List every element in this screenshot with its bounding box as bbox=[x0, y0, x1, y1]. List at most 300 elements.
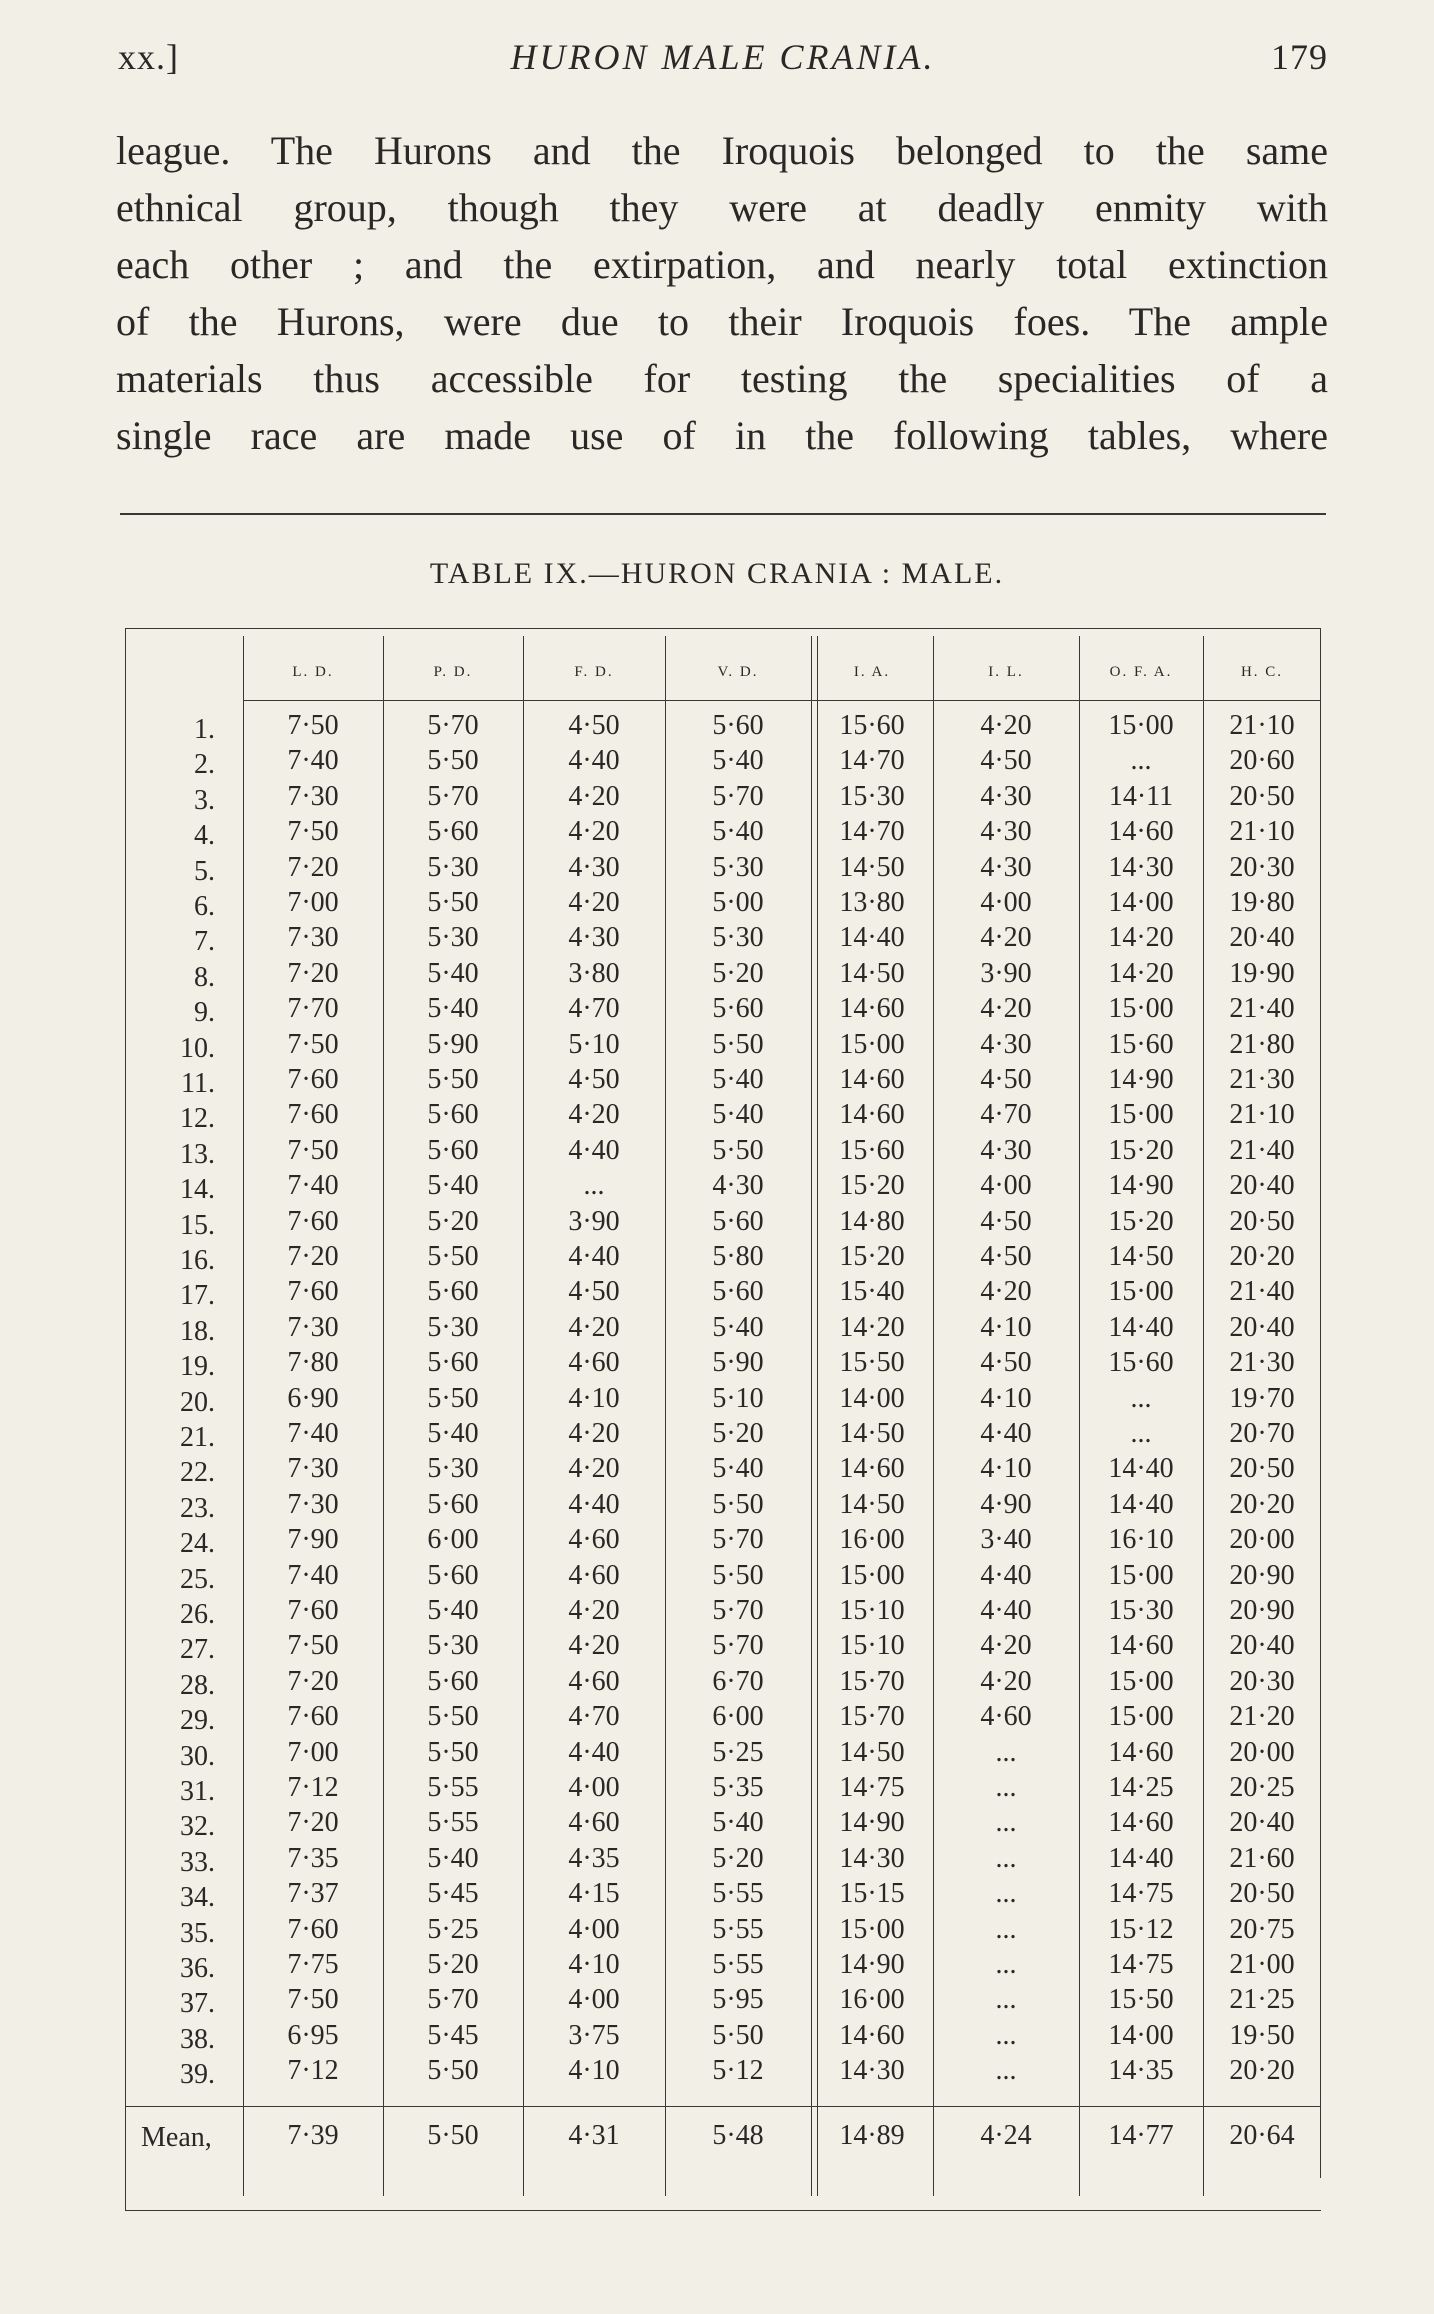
row-label: 31. bbox=[180, 1776, 215, 1807]
table-cell: 7·50 bbox=[287, 1984, 339, 2016]
section-divider bbox=[120, 513, 1326, 515]
column-header: P. D. bbox=[433, 664, 473, 680]
row-label: 32. bbox=[180, 1811, 215, 1843]
chapter-marker: xx.] bbox=[118, 37, 179, 77]
table-cell: 4·30 bbox=[980, 816, 1032, 848]
table-cell: 20·50 bbox=[1229, 1878, 1295, 1910]
table-cell: 5·20 bbox=[712, 1418, 764, 1449]
row-label: 3. bbox=[194, 784, 215, 816]
row-label: 38. bbox=[180, 2023, 215, 2055]
table-cell: 15·12 bbox=[1108, 1913, 1174, 1945]
table-cell: 4·70 bbox=[980, 1099, 1032, 1131]
column-header: H. C. bbox=[1240, 664, 1284, 680]
mean-value: 14·77 bbox=[1108, 2120, 1174, 2151]
table-cell: 4·30 bbox=[980, 851, 1032, 883]
table-cell: 21·40 bbox=[1229, 1134, 1295, 1166]
table-cell: 20·60 bbox=[1229, 745, 1295, 777]
prose-line: each other ; and the extirpation, and nearly total extinction bbox=[116, 242, 1328, 287]
running-header bbox=[118, 36, 1328, 92]
table-cell: ... bbox=[995, 2055, 1017, 2087]
table-cell: 20·40 bbox=[1229, 1170, 1295, 1202]
table-cell: 16·00 bbox=[839, 1984, 905, 2016]
table-cell: 4·30 bbox=[980, 1028, 1032, 1060]
table-cell: 5·30 bbox=[427, 1453, 479, 1485]
table-cell: 5·50 bbox=[427, 1701, 479, 1733]
table-cell: 4·50 bbox=[568, 1064, 620, 1095]
row-label: 6. bbox=[194, 891, 215, 922]
row-label: 11. bbox=[181, 1068, 215, 1099]
page-number: 179 bbox=[1271, 37, 1328, 77]
table-cell: 4·20 bbox=[980, 1276, 1032, 1308]
table-cell: 20·50 bbox=[1229, 1453, 1295, 1485]
table-cell: 7·30 bbox=[287, 922, 339, 954]
table-cell: 14·60 bbox=[839, 993, 905, 1025]
table-cell: 7·60 bbox=[287, 1701, 339, 1733]
table-cell: 4·00 bbox=[980, 1170, 1032, 1202]
table-cell: 20·70 bbox=[1229, 1418, 1295, 1449]
row-label: 5. bbox=[194, 855, 215, 887]
table-cell: 5·55 bbox=[712, 1913, 764, 1945]
row-label: 16. bbox=[180, 1245, 215, 1276]
table-cell: 3·90 bbox=[568, 1205, 620, 1237]
table-cell: 7·75 bbox=[287, 1949, 339, 1980]
mean-value: 4·24 bbox=[980, 2120, 1032, 2151]
table-cell: 5·50 bbox=[712, 2019, 764, 2051]
mean-value: 14·89 bbox=[839, 2120, 905, 2151]
table-cell: 7·30 bbox=[287, 1453, 339, 1485]
table-cell: 21·40 bbox=[1229, 1276, 1295, 1308]
table-cell: 4·30 bbox=[980, 780, 1032, 812]
table-cell: 20·50 bbox=[1229, 780, 1295, 812]
table-cell: 4·40 bbox=[980, 1418, 1032, 1449]
table-cell: 14·11 bbox=[1108, 780, 1174, 812]
table-cell: 20·40 bbox=[1229, 922, 1295, 954]
table-cell: 7·35 bbox=[287, 1842, 339, 1874]
table-cell: 14·40 bbox=[1108, 1842, 1174, 1874]
row-label: 37. bbox=[180, 1988, 215, 2020]
table-cell: 5·40 bbox=[712, 816, 764, 848]
table-cell: 7·50 bbox=[287, 710, 339, 741]
table-cell: 5·80 bbox=[712, 1241, 764, 1272]
table-cell: 14·75 bbox=[1108, 1878, 1174, 1910]
table-cell: ... bbox=[1130, 745, 1152, 777]
table-cell: 5·50 bbox=[427, 1064, 479, 1095]
table-cell: 14·75 bbox=[1108, 1949, 1174, 1980]
prose-line: league. The Hurons and the Iroquois belonged to the same bbox=[116, 128, 1328, 173]
table-cell: 4·10 bbox=[980, 1382, 1032, 1414]
table-cell: 5·10 bbox=[568, 1028, 620, 1060]
table-cell: 5·70 bbox=[712, 780, 764, 812]
table-cell: 15·15 bbox=[839, 1878, 905, 1910]
table-bottom-rule bbox=[125, 2210, 1321, 2211]
table-cell: 5·40 bbox=[712, 1453, 764, 1485]
table-caption: TABLE IX.—HURON CRANIA : MALE. bbox=[429, 557, 1005, 590]
running-title: HURON MALE CRANIA. bbox=[510, 37, 936, 77]
table-cell: 7·40 bbox=[287, 1170, 339, 1202]
table-cell: 14·35 bbox=[1108, 2055, 1174, 2087]
prose-line: of the Hurons, were due to their Iroquois foes. The ample bbox=[116, 299, 1328, 344]
table-cell: 7·40 bbox=[287, 745, 339, 777]
table-top-rule bbox=[125, 628, 1321, 629]
table-cell: 5·40 bbox=[427, 993, 479, 1025]
table-cell: 4·40 bbox=[980, 1595, 1032, 1626]
table-cell: 21·10 bbox=[1229, 1099, 1295, 1131]
table-cell: 19·70 bbox=[1229, 1382, 1295, 1414]
table-cell: 4·70 bbox=[568, 993, 620, 1025]
table-cell: 4·00 bbox=[568, 1984, 620, 2016]
table-cell: 4·15 bbox=[568, 1878, 620, 1910]
table-cell: 7·20 bbox=[287, 1665, 339, 1697]
table-cell: 5·40 bbox=[427, 1842, 479, 1874]
table-cell: 5·12 bbox=[712, 2055, 764, 2087]
column-header: V. D. bbox=[717, 664, 759, 680]
table-cell: ... bbox=[995, 1736, 1017, 1768]
row-label: 29. bbox=[180, 1705, 215, 1737]
table-cell: 5·40 bbox=[712, 745, 764, 777]
row-label: 36. bbox=[180, 1953, 215, 1984]
table-cell: 14·20 bbox=[839, 1311, 905, 1343]
row-label: 20. bbox=[180, 1386, 215, 1418]
table-cell: 4·40 bbox=[568, 1736, 620, 1768]
table-cell: 21·30 bbox=[1229, 1347, 1295, 1379]
table-cell: 5·40 bbox=[712, 1311, 764, 1343]
table-cell: 20·40 bbox=[1229, 1807, 1295, 1839]
table-cell: 7·12 bbox=[287, 2055, 339, 2087]
table-cell: 7·30 bbox=[287, 1488, 339, 1520]
table-cell: 14·00 bbox=[1108, 2019, 1174, 2051]
table-cell: 14·50 bbox=[839, 1418, 905, 1449]
table-cell: 20·40 bbox=[1229, 1311, 1295, 1343]
table-cell: 3·90 bbox=[980, 957, 1032, 989]
table-cell: 4·60 bbox=[568, 1665, 620, 1697]
table-cell: 7·60 bbox=[287, 1205, 339, 1237]
table-cell: 19·50 bbox=[1229, 2019, 1295, 2051]
table-cell: 15·10 bbox=[839, 1630, 905, 1662]
mean-value: 7·39 bbox=[287, 2120, 339, 2151]
table-cell: 7·50 bbox=[287, 1134, 339, 1166]
table-cell: 14·60 bbox=[839, 1453, 905, 1485]
table-cell: 13·80 bbox=[839, 887, 905, 918]
table-cell: 15·40 bbox=[839, 1276, 905, 1308]
table-cell: 14·60 bbox=[839, 1099, 905, 1131]
table-cell: 14·50 bbox=[839, 1488, 905, 1520]
table-cell: 15·20 bbox=[1108, 1134, 1174, 1166]
row-label: 15. bbox=[180, 1209, 215, 1241]
table-cell: 15·00 bbox=[1108, 1701, 1174, 1733]
table-cell: 5·20 bbox=[712, 957, 764, 989]
table-cell: 4·20 bbox=[980, 993, 1032, 1025]
table-cell: 20·30 bbox=[1229, 1665, 1295, 1697]
table-cell: 7·80 bbox=[287, 1347, 339, 1379]
table-cell: 5·60 bbox=[427, 1134, 479, 1166]
table-cell: 14·50 bbox=[1108, 1241, 1174, 1272]
table-cell: 4·20 bbox=[568, 780, 620, 812]
table-cell: 5·40 bbox=[712, 1807, 764, 1839]
table-cell: 4·20 bbox=[568, 1099, 620, 1131]
table-cell: 4·30 bbox=[568, 922, 620, 954]
table-cell: 4·20 bbox=[568, 816, 620, 848]
table-cell: 6·90 bbox=[287, 1382, 339, 1414]
mean-value: 5·48 bbox=[712, 2120, 764, 2151]
table-cell: 4·10 bbox=[980, 1453, 1032, 1485]
table-cell: 15·60 bbox=[839, 1134, 905, 1166]
table-cell: 14·40 bbox=[1108, 1453, 1174, 1485]
table-cell: 14·50 bbox=[839, 957, 905, 989]
table-cell: 4·40 bbox=[568, 1241, 620, 1272]
table-cell: 5·45 bbox=[427, 2019, 479, 2051]
table-cell: ... bbox=[995, 1772, 1017, 1803]
table-cell: 7·60 bbox=[287, 1595, 339, 1626]
row-label: 9. bbox=[194, 997, 215, 1029]
table-cell: 20·90 bbox=[1229, 1595, 1295, 1626]
table-cell: 14·30 bbox=[839, 1842, 905, 1874]
mean-separator bbox=[125, 2106, 1321, 2107]
prose-line: single race are made use of in the following tables, where bbox=[116, 413, 1328, 458]
table-cell: 14·60 bbox=[1108, 1736, 1174, 1768]
table-cell: 15·20 bbox=[1108, 1205, 1174, 1237]
table-cell: 5·40 bbox=[712, 1064, 764, 1095]
row-label: 13. bbox=[180, 1138, 215, 1170]
table-cell: 5·70 bbox=[712, 1630, 764, 1662]
table-cell: 4·50 bbox=[980, 1241, 1032, 1272]
table-cell: 21·40 bbox=[1229, 993, 1295, 1025]
table-cell: 4·35 bbox=[568, 1842, 620, 1874]
row-label: 21. bbox=[180, 1422, 215, 1453]
table-cell: 4·60 bbox=[980, 1701, 1032, 1733]
table-cell: 7·60 bbox=[287, 1276, 339, 1308]
table-cell: ... bbox=[995, 1949, 1017, 1980]
table-cell: 7·00 bbox=[287, 1736, 339, 1768]
table-cell: 5·30 bbox=[427, 1311, 479, 1343]
row-label: 12. bbox=[180, 1103, 215, 1135]
table-cell: 15·00 bbox=[839, 1028, 905, 1060]
table-cell: 5·50 bbox=[712, 1559, 764, 1591]
table-cell: 20·20 bbox=[1229, 1241, 1295, 1272]
table-cell: 4·10 bbox=[568, 1382, 620, 1414]
table-cell: 14·50 bbox=[839, 1736, 905, 1768]
table-cell: 21·10 bbox=[1229, 710, 1295, 741]
table-cell: 5·60 bbox=[712, 710, 764, 741]
table-cell: 14·40 bbox=[1108, 1488, 1174, 1520]
table-cell: 14·60 bbox=[1108, 1630, 1174, 1662]
table-cell: 4·30 bbox=[712, 1170, 764, 1202]
table-cell: 5·95 bbox=[712, 1984, 764, 2016]
table-cell: 5·20 bbox=[427, 1949, 479, 1980]
table-cell: 14·60 bbox=[1108, 1807, 1174, 1839]
table-cell: 5·30 bbox=[427, 851, 479, 883]
row-label: 1. bbox=[194, 714, 215, 745]
table-cell: ... bbox=[995, 1807, 1017, 1839]
table-cell: 15·00 bbox=[1108, 710, 1174, 741]
table-cell: 14·75 bbox=[839, 1772, 905, 1803]
table-cell: 6·70 bbox=[712, 1665, 764, 1697]
table-cell: 3·75 bbox=[568, 2019, 620, 2051]
table-cell: 15·70 bbox=[839, 1665, 905, 1697]
table-cell: 5·20 bbox=[712, 1842, 764, 1874]
table-cell: 4·50 bbox=[568, 710, 620, 741]
table-cell: 15·00 bbox=[1108, 1665, 1174, 1697]
table-cell: ... bbox=[995, 1913, 1017, 1945]
table-cell: 7·60 bbox=[287, 1064, 339, 1095]
table-cell: 4·60 bbox=[568, 1524, 620, 1556]
table-cell: 15·60 bbox=[839, 710, 905, 741]
table-cell: ... bbox=[583, 1170, 605, 1202]
table-cell: 7·50 bbox=[287, 816, 339, 848]
table-cell: 14·30 bbox=[839, 2055, 905, 2087]
table-cell: 5·50 bbox=[427, 1382, 479, 1414]
table-cell: 21·80 bbox=[1229, 1028, 1295, 1060]
table-cell: 5·35 bbox=[712, 1772, 764, 1803]
table-cell: 4·70 bbox=[568, 1701, 620, 1733]
table-cell: 14·90 bbox=[839, 1949, 905, 1980]
table-cell: 4·40 bbox=[568, 1488, 620, 1520]
table-cell: ... bbox=[995, 1842, 1017, 1874]
table-cell: ... bbox=[995, 1878, 1017, 1910]
table-cell: 5·40 bbox=[712, 1099, 764, 1131]
table-cell: 4·50 bbox=[568, 1276, 620, 1308]
table-cell: ... bbox=[1130, 1382, 1152, 1414]
table-cell: 5·30 bbox=[427, 1630, 479, 1662]
table-cell: 7·40 bbox=[287, 1418, 339, 1449]
mean-value: 4·31 bbox=[568, 2120, 620, 2151]
column-header: L. D. bbox=[292, 664, 334, 680]
table-cell: 14·20 bbox=[1108, 922, 1174, 954]
row-label: 24. bbox=[180, 1528, 215, 1560]
row-label: 28. bbox=[180, 1669, 215, 1701]
table-cell: 21·25 bbox=[1229, 1984, 1295, 2016]
table-cell: 5·70 bbox=[427, 710, 479, 741]
table-cell: 5·40 bbox=[427, 1595, 479, 1626]
mean-label: Mean, bbox=[141, 2122, 212, 2153]
table-cell: 5·50 bbox=[427, 1241, 479, 1272]
table-cell: 15·00 bbox=[1108, 1099, 1174, 1131]
table-cell: 20·00 bbox=[1229, 1524, 1295, 1556]
table-cell: 7·20 bbox=[287, 1807, 339, 1839]
table-cell: 21·60 bbox=[1229, 1842, 1295, 1874]
row-label: 14. bbox=[180, 1174, 215, 1206]
table-cell: 7·20 bbox=[287, 957, 339, 989]
table-cell: 4·10 bbox=[568, 2055, 620, 2087]
table-cell: 5·55 bbox=[427, 1772, 479, 1803]
table-cell: 4·20 bbox=[568, 1311, 620, 1343]
table-cell: 14·00 bbox=[839, 1382, 905, 1414]
table-cell: 5·90 bbox=[427, 1028, 479, 1060]
table-cell: 4·20 bbox=[568, 1595, 620, 1626]
table-cell: 4·00 bbox=[980, 887, 1032, 918]
table-cell: 7·00 bbox=[287, 887, 339, 918]
table-cell: 20·50 bbox=[1229, 1205, 1295, 1237]
table-cell: ... bbox=[995, 1984, 1017, 2016]
row-label: 25. bbox=[180, 1563, 215, 1595]
table-cell: 6·00 bbox=[712, 1701, 764, 1733]
table-cell: 5·50 bbox=[427, 2055, 479, 2087]
table-cell: 4·50 bbox=[980, 1064, 1032, 1095]
table-cell: 15·60 bbox=[1108, 1028, 1174, 1060]
table-cell: 5·60 bbox=[712, 1276, 764, 1308]
table-cell: 5·70 bbox=[427, 1984, 479, 2016]
table-cell: 4·50 bbox=[980, 1205, 1032, 1237]
row-label: 10. bbox=[180, 1032, 215, 1064]
mean-value: 20·64 bbox=[1229, 2120, 1295, 2151]
table-cell: 19·90 bbox=[1229, 957, 1295, 989]
table-cell: 5·30 bbox=[427, 922, 479, 954]
table-cell: 14·70 bbox=[839, 816, 905, 848]
table-cell: 15·70 bbox=[839, 1701, 905, 1733]
table-cell: 14·60 bbox=[839, 1064, 905, 1095]
table-cell: ... bbox=[1130, 1418, 1152, 1449]
table-cell: 14·60 bbox=[1108, 816, 1174, 848]
row-label: 4. bbox=[194, 820, 215, 852]
column-header: O. F. A. bbox=[1109, 664, 1173, 680]
table-cell: 14·70 bbox=[839, 745, 905, 777]
table-cell: 5·60 bbox=[427, 1488, 479, 1520]
table-cell: 5·45 bbox=[427, 1878, 479, 1910]
table-cell: 15·00 bbox=[839, 1913, 905, 1945]
table-cell: 20·20 bbox=[1229, 1488, 1295, 1520]
table-cell: 5·50 bbox=[427, 1736, 479, 1768]
body-paragraph bbox=[116, 122, 1328, 464]
table-cell: 5·50 bbox=[712, 1028, 764, 1060]
table-cell: 3·80 bbox=[568, 957, 620, 989]
table-cell: 7·20 bbox=[287, 1241, 339, 1272]
table-cell: 20·30 bbox=[1229, 851, 1295, 883]
table-cell: 21·20 bbox=[1229, 1701, 1295, 1733]
table-cell: 5·50 bbox=[427, 887, 479, 918]
table-cell: 14·90 bbox=[839, 1807, 905, 1839]
table-cell: 14·90 bbox=[1108, 1170, 1174, 1202]
table-cell: 20·20 bbox=[1229, 2055, 1295, 2087]
table-cell: 6·95 bbox=[287, 2019, 339, 2051]
table-cell: 4·00 bbox=[568, 1913, 620, 1945]
table-cell: ... bbox=[995, 2019, 1017, 2051]
table-cell: 20·25 bbox=[1229, 1772, 1295, 1803]
table-cell: 7·60 bbox=[287, 1099, 339, 1131]
column-header: I. A. bbox=[853, 664, 891, 680]
table-cell: 4·30 bbox=[980, 1134, 1032, 1166]
table-cell: 4·20 bbox=[980, 922, 1032, 954]
table-cell: 4·40 bbox=[568, 745, 620, 777]
column-header: I. L. bbox=[988, 664, 1024, 680]
table-cell: 14·40 bbox=[1108, 1311, 1174, 1343]
table-cell: 20·75 bbox=[1229, 1913, 1295, 1945]
row-label: 39. bbox=[180, 2059, 215, 2091]
crania-table bbox=[125, 628, 1321, 2210]
table-cell: 4·20 bbox=[980, 710, 1032, 741]
table-cell: 14·80 bbox=[839, 1205, 905, 1237]
header-underline bbox=[243, 700, 1321, 701]
row-label: 30. bbox=[180, 1740, 215, 1772]
table-cell: 21·10 bbox=[1229, 816, 1295, 848]
row-label: 8. bbox=[194, 961, 215, 993]
table-cell: 5·25 bbox=[427, 1913, 479, 1945]
table-cell: 5·55 bbox=[712, 1949, 764, 1980]
prose-line: ethnical group, though they were at deadly enmity with bbox=[116, 185, 1328, 230]
table-cell: 5·30 bbox=[712, 922, 764, 954]
table-cell: 4·20 bbox=[568, 1418, 620, 1449]
table-cell: 4·60 bbox=[568, 1559, 620, 1591]
row-label: 22. bbox=[180, 1457, 215, 1489]
table-cell: 20·00 bbox=[1229, 1736, 1295, 1768]
row-label: 18. bbox=[180, 1315, 215, 1347]
row-label: 34. bbox=[180, 1882, 215, 1914]
table-cell: 5·70 bbox=[712, 1595, 764, 1626]
table-cell: 16·00 bbox=[839, 1524, 905, 1556]
table-cell: 5·40 bbox=[427, 1170, 479, 1202]
table-cell: 7·30 bbox=[287, 1311, 339, 1343]
row-label: 2. bbox=[194, 749, 215, 781]
table-cell: 15·50 bbox=[839, 1347, 905, 1379]
table-cell: 14·20 bbox=[1108, 957, 1174, 989]
